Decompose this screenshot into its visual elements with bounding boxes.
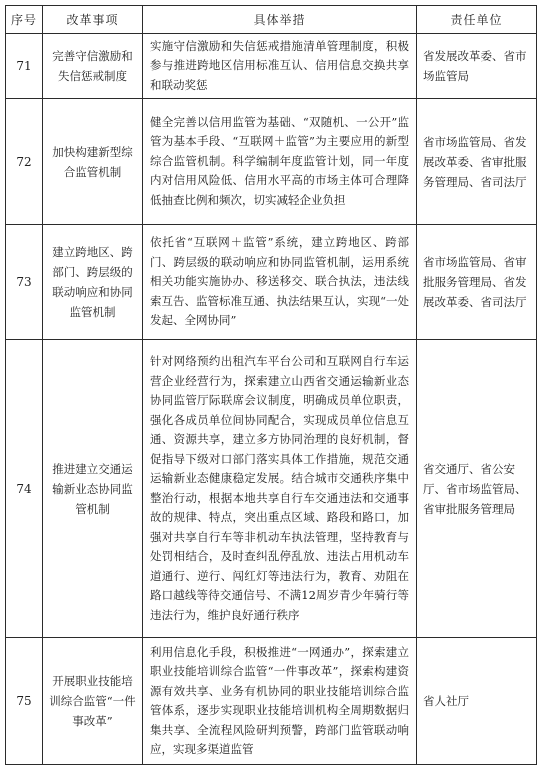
table-row [6, 99, 537, 225]
table-header [6, 6, 537, 34]
reform-item: 推进建立交通运输新业态协同监管机制 [43, 340, 143, 638]
specific-measures: 利用信息化手段，积极推进“一网通办”，探索建立职业技能培训综合监管“一件事改革”，探索构建资源有效共享、业务有机协同的职业技能培训综合监管体系，逐步实现职业技能培训机构全周期数据归集共享、全流程风险研判预警，跨部门监管联动响应，实现多渠道监管 [143, 638, 417, 765]
table-body [6, 34, 537, 765]
header-measure: 具体举措 [143, 6, 417, 34]
specific-measures: 实施守信激励和失信惩戒措施清单管理制度，积极参与推进跨地区信用标准互认、信用信息交换共享和联动奖惩 [143, 34, 417, 99]
header-row [6, 6, 537, 34]
reform-item: 建立跨地区、跨部门、跨层级的联动响应和协同监管机制 [43, 225, 143, 340]
responsible-unit: 省市场监管局、省审批服务管理局、省发展改革委、省司法厅 [417, 225, 537, 340]
reform-item: 完善守信激励和失信惩戒制度 [43, 34, 143, 99]
specific-measures: 针对网络预约出租汽车平台公司和互联网自行车运营企业经营行为，探索建立山西省交通运输新业态协同监管厅际联席会议制度，明确成员单位职责，强化各成员单位间协同配合，实现成员单位信息互通、资源共享，建立多方协同治理的良好机制，督促指导下级对口部门落实具体工作措施，规范交通运输新业态健康稳定发展。结合城市交通秩序集中整治行动，根据本地共享自行车交通违法和交通事故的规律、特点，突出重点区域、路段和路口，加强对共享自行车等非机动车执法管理，坚持教育与处罚相结合，及时查纠乱停乱放、违法占用机动车道通行、逆行、闯红灯等违法行为，教育、劝阻在路口越线等待交通信号、不满12周岁青少年骑行等违法行为，维护良好通行秩序 [143, 340, 417, 638]
specific-measures: 依托省“互联网＋监管”系统，建立跨地区、跨部门、跨层级的联动响应和协同监管机制，运用系统相关功能实施协办、移送移交、联合执法，违法线索互告、监管标准互通、执法结果互认，实现“一处发起、全网协同” [143, 225, 417, 340]
reform-item: 开展职业技能培训综合监管“一件事改革” [43, 638, 143, 765]
header-item: 改革事项 [43, 6, 143, 34]
table-row [6, 34, 537, 99]
table-row [6, 638, 537, 765]
responsible-unit: 省发展改革委、省市场监管局 [417, 34, 537, 99]
table-row [6, 340, 537, 638]
table-row [6, 225, 537, 340]
row-number: 73 [6, 225, 43, 340]
specific-measures: 健全完善以信用监管为基础、“双随机、一公开”监管为基本手段、“互联网＋监管”为主要应用的新型综合监管机制。科学编制年度监管计划，同一年度内对信用风险低、信用水平高的市场主体可合理降低抽查比例和频次，切实减轻企业负担 [143, 99, 417, 225]
reform-item: 加快构建新型综合监管机制 [43, 99, 143, 225]
header-num: 序号 [6, 6, 43, 34]
row-number: 72 [6, 99, 43, 225]
row-number: 74 [6, 340, 43, 638]
reform-measures-table [5, 5, 537, 765]
header-unit: 责任单位 [417, 6, 537, 34]
row-number: 75 [6, 638, 43, 765]
row-number: 71 [6, 34, 43, 99]
responsible-unit: 省人社厅 [417, 638, 537, 765]
responsible-unit: 省市场监管局、省发展改革委、省审批服务管理局、省司法厅 [417, 99, 537, 225]
responsible-unit: 省交通厅、省公安厅、省市场监管局、省审批服务管理局 [417, 340, 537, 638]
